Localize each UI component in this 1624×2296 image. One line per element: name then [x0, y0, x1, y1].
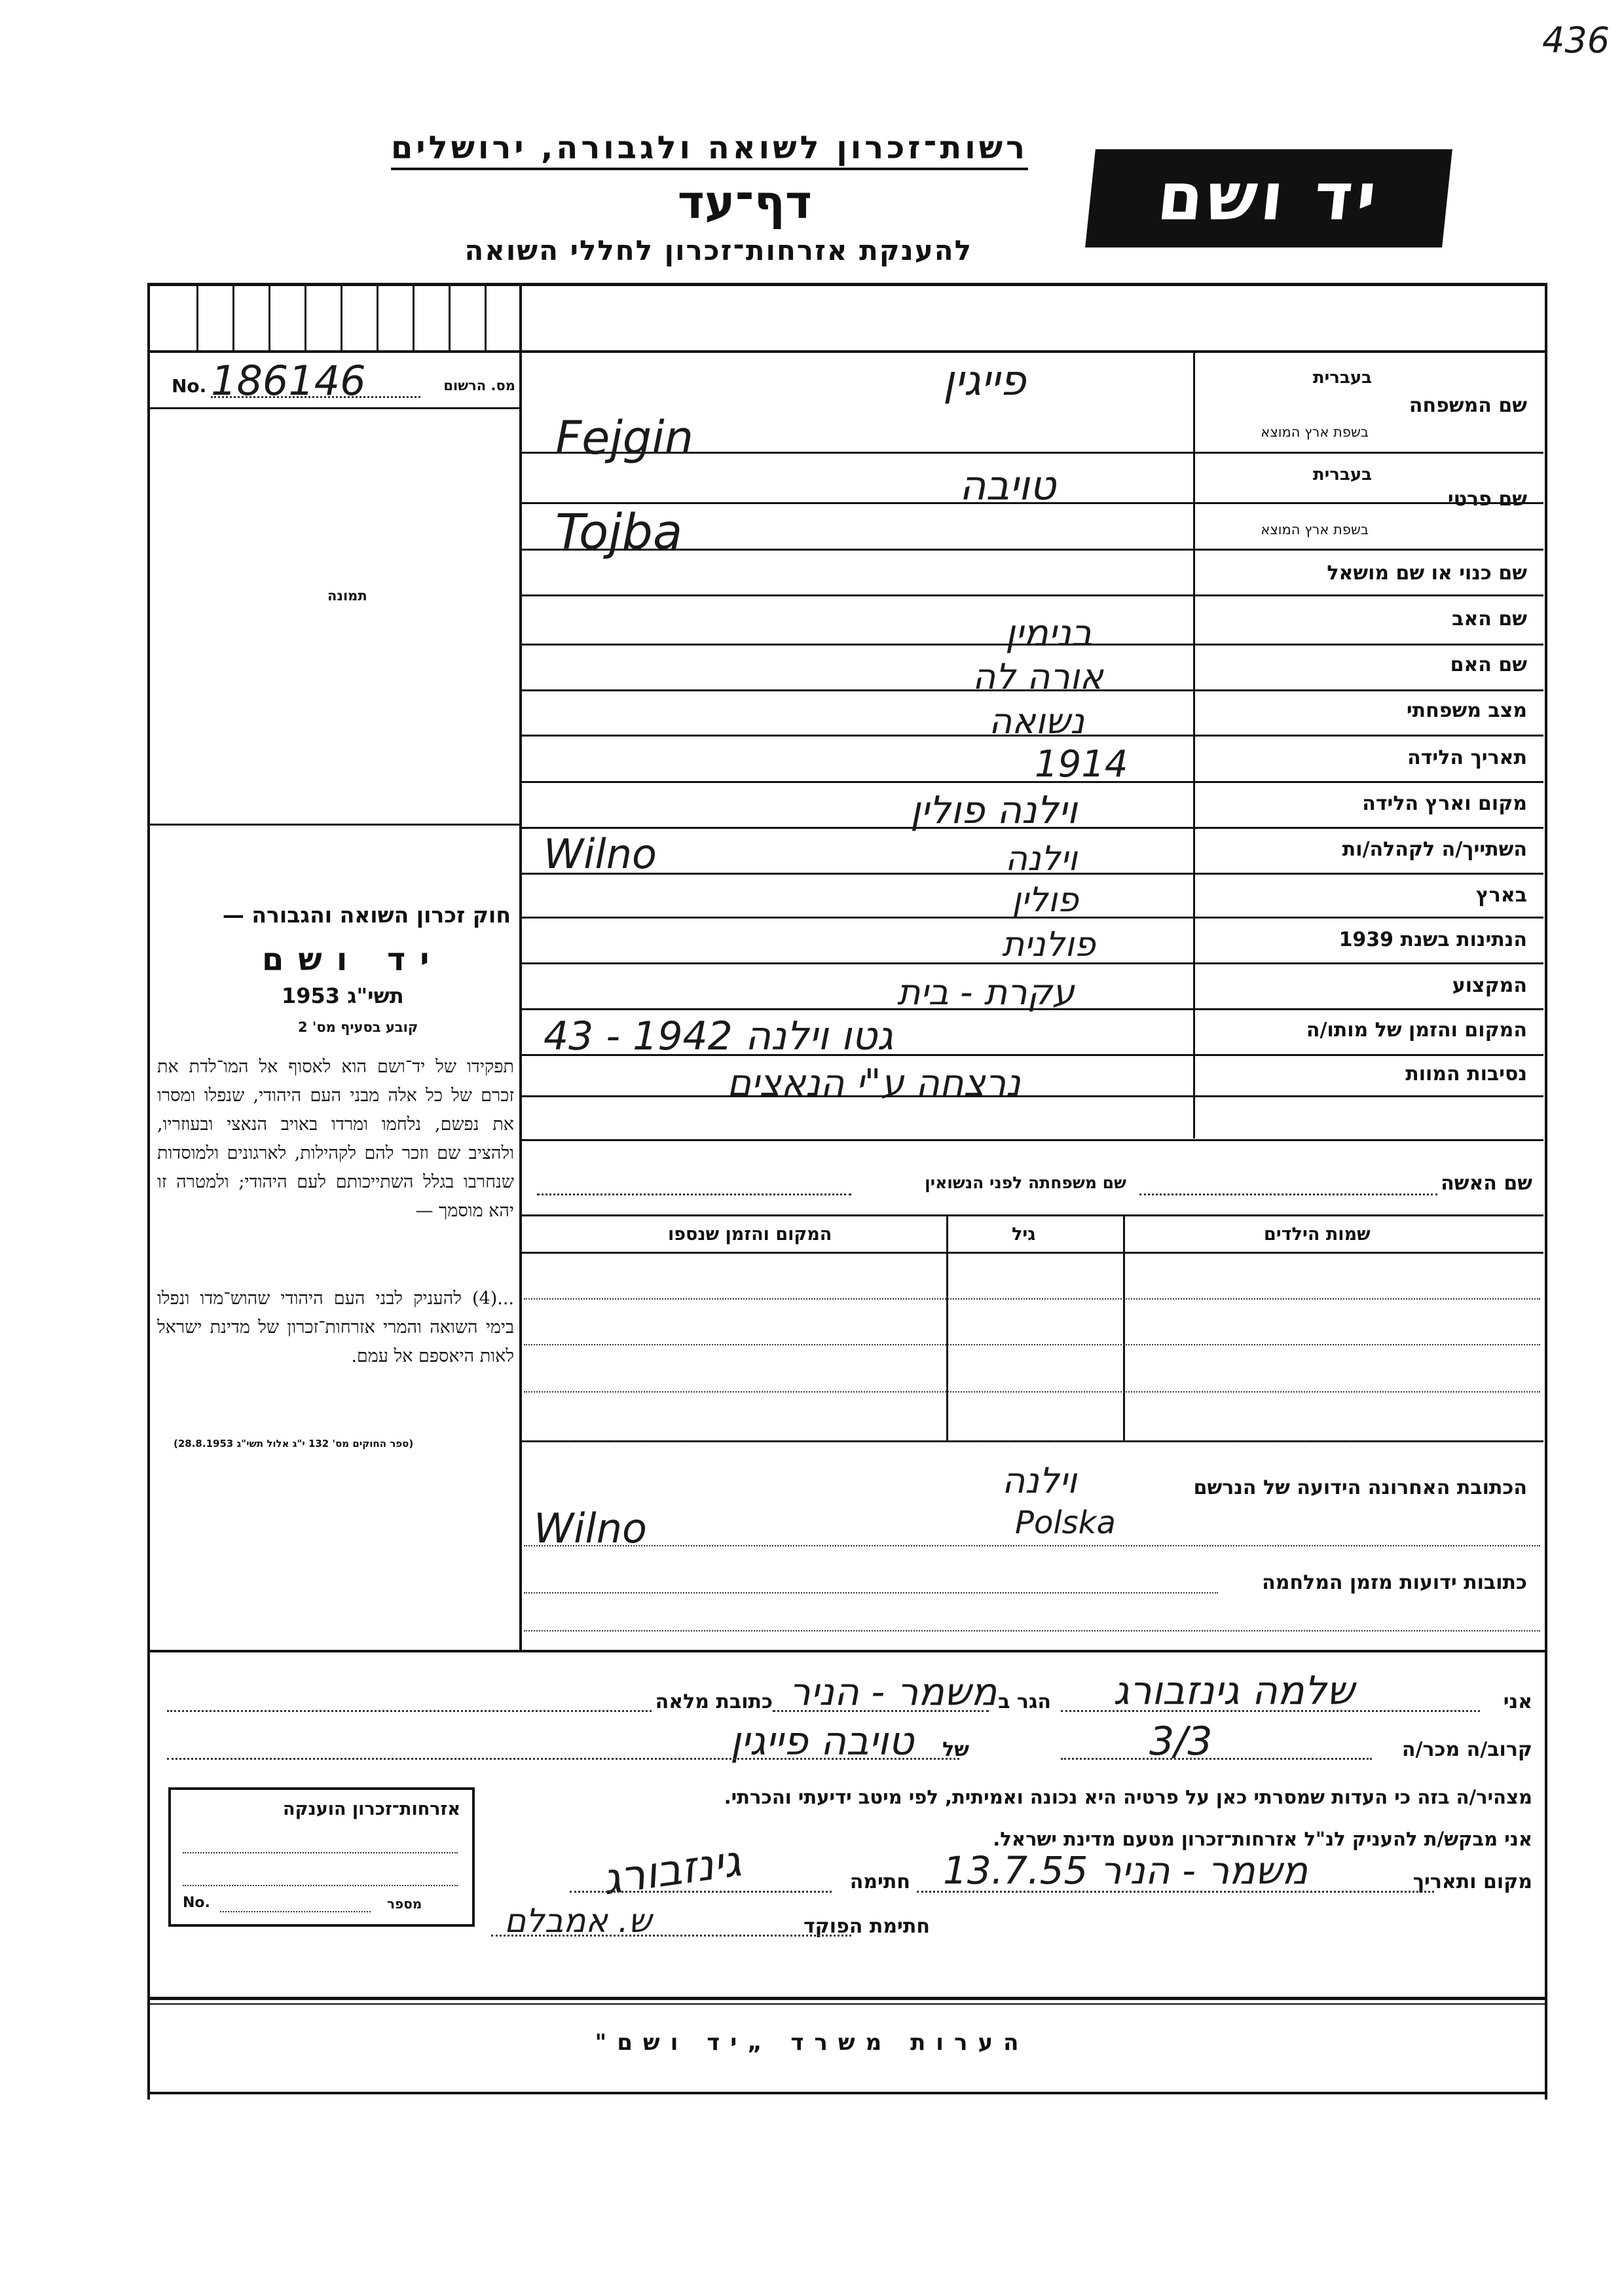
children-col-age: גיל — [1012, 1224, 1036, 1245]
officer-signature-label: חתימת הפוקד — [803, 1915, 930, 1938]
wartime-address-label: כתובות ידועות מזמן המלחמה — [1262, 1571, 1527, 1594]
first-name-hebrew: טויבה — [959, 462, 1056, 509]
form-subtitle: להענקת אזרחות־זכרון לחללי השואה — [464, 234, 972, 266]
birth-date-value: 1914 — [1035, 743, 1128, 786]
declarant-name: שלמה גינזבורג — [1113, 1668, 1355, 1714]
spouse-maiden-label: שם משפחתה לפני הנשואין — [925, 1173, 1126, 1192]
law-text-clause-4: ...(4) להעניק לבני העם היהודי שהוש־מדו ונפלו בימי השואה והמרי אזרחות־זכרון של מדינת ישראל לאות היאספם אל עמם. — [157, 1288, 514, 1366]
logo-text: יד ושם — [1154, 158, 1384, 235]
full-address-label: כתובת מלאה — [655, 1690, 773, 1713]
circumstances-value: נרצחה ע"י הנאצים — [727, 1062, 1021, 1104]
community-origin: Wilno — [544, 830, 657, 878]
country-label: בארץ — [1475, 884, 1527, 907]
children-col-names: שמות הילדים — [1264, 1224, 1371, 1245]
father-name-value: בנימין — [1005, 612, 1093, 655]
place-date-value: משמר - הניר 13.7.55 — [943, 1848, 1308, 1893]
citizenship-number-prefix: No. — [183, 1895, 210, 1911]
first-name-sub-hebrew: בעברית — [1312, 465, 1372, 484]
community-label: השתייך/ה לקהלה/ות — [1342, 838, 1527, 861]
death-place-time-value: גטו וילנה 1942 - 43 — [544, 1013, 894, 1059]
first-name-sub-origin: בשפת ארץ המוצא — [1261, 522, 1369, 538]
place-date-label: מקום ותאריך — [1412, 1870, 1532, 1893]
citizenship-number-label: מספר — [387, 1896, 422, 1912]
first-name-label: שם פרטי — [1447, 488, 1527, 511]
law-year: תשי"ג 1953 — [282, 983, 404, 1008]
citizenship-granted-box — [168, 1787, 475, 1927]
authority-line: רשות־זכרון לשואה ולגבורה, ירושלים — [391, 130, 1028, 170]
marital-status-value: נשואה — [989, 701, 1084, 742]
community-hebrew: וילנה — [1005, 839, 1078, 879]
registration-number: 186146 — [211, 357, 366, 405]
photo-label: תמונה — [327, 588, 367, 604]
birth-place-value: וילנה פולין — [910, 788, 1078, 832]
citizenship-granted-title: אזרחות־זכרון הוענקה — [283, 1799, 460, 1819]
relation-value: 3/3 — [1149, 1719, 1213, 1764]
officer-signature: ש. אמבלם — [504, 1902, 652, 1940]
resides-in-label: הגר ב — [998, 1690, 1051, 1713]
declarant-signature: גינזבורג — [599, 1835, 745, 1905]
circumstances-label: נסיבות המוות — [1405, 1063, 1527, 1085]
law-title: חוק זכרון השואה והגבורה — — [222, 902, 511, 928]
mother-name-label: שם האם — [1450, 653, 1527, 676]
spouse-label: שם האשה — [1441, 1172, 1532, 1195]
form-title: דף־עד — [677, 175, 812, 229]
law-name: יד ושם — [262, 941, 444, 978]
law-source: (ספר החוקים מס' 132 י"ג אלול תשי"ג 28.8.1953) — [174, 1438, 414, 1449]
label-column-divider — [1193, 353, 1195, 1139]
relative-label: קרוב/ה מכר/ה — [1401, 1738, 1532, 1761]
declaration-statement: מצהיר/ה בזה כי העדות שמסרתי כאן על פרטיה היא נכונה ואמיתית, לפי מיטב ידיעתי והכרתי. — [724, 1786, 1532, 1808]
of-label: של — [942, 1738, 969, 1761]
profession-value: עקרת - בית — [897, 972, 1075, 1013]
last-address-city: Wilno — [534, 1504, 647, 1552]
birth-date-label: תאריך הלידה — [1407, 746, 1527, 769]
nickname-label: שם כנוי או שם מושאל — [1327, 562, 1527, 585]
residence-value: משמר - הניר — [789, 1669, 997, 1714]
registration-label: מס. הרשום — [443, 378, 515, 393]
office-remarks-label: הערות משרד „יד ושם" — [595, 2030, 1029, 2056]
citizenship-1939-value: פולנית — [1002, 925, 1096, 964]
first-name-origin: Tojba — [555, 504, 683, 560]
declaration-request: אני מבקש/ת להעניק לנ"ל אזרחות־זכרון מטעם מדינת ישראל. — [993, 1828, 1532, 1850]
relative-of-value: טויבה פייגין — [730, 1719, 914, 1764]
declarant-i-label: אני — [1503, 1690, 1532, 1713]
family-name-origin: Fejgin — [555, 411, 694, 465]
family-name-sub-origin: בשפת ארץ המוצא — [1261, 424, 1369, 440]
law-clause: קובע בסעיף מס' 2 — [298, 1019, 418, 1035]
signature-label: חתימה — [849, 1870, 910, 1893]
last-address-label: הכתובת האחרונה הידועה של הנרשם — [1193, 1476, 1527, 1499]
mother-name-value: אורה לה — [972, 656, 1103, 697]
law-text: תפקידו של יד־ושם הוא לאסוף אל המו־לדת את זכרם של כל אלה מבני העם היהודי, שנפלו ומסרו את נפשם, נלחמו ומרדו באויב הנאצי ובעוזריו, ולהציב שם וזכר להם לקהילות, לארגונים ולמוסדות שנחרבו בגלל השתייכותם לעם היהודי; ולמטרה זו יהא מוסמך — — [157, 1057, 514, 1221]
father-name-label: שם האב — [1452, 608, 1527, 630]
left-column-divider — [519, 283, 522, 1650]
profession-label: המקצוע — [1452, 974, 1527, 997]
page-number: 436 — [1542, 20, 1610, 61]
children-col-place-time: המקום והזמן שנספו — [668, 1224, 832, 1245]
yad-vashem-logo — [1085, 149, 1452, 247]
marital-status-label: מצב משפחתי — [1406, 699, 1527, 722]
family-name-hebrew: פייגין — [943, 357, 1026, 405]
birth-place-label: מקום וארץ הלידה — [1362, 792, 1527, 815]
citizenship-1939-label: הנתינות בשנת 1939 — [1338, 928, 1527, 951]
family-name-label: שם המשפחה — [1409, 394, 1527, 417]
family-name-sub-hebrew: בעברית — [1312, 368, 1372, 388]
last-address-country: Polska — [1015, 1504, 1116, 1541]
registration-number-field — [172, 357, 515, 405]
last-address-hebrew: וילנה — [1002, 1460, 1077, 1501]
death-place-time-label: המקום והזמן של מותו/ה — [1306, 1019, 1527, 1042]
country-value: פולין — [1012, 881, 1079, 920]
registration-prefix: No. — [172, 375, 207, 397]
